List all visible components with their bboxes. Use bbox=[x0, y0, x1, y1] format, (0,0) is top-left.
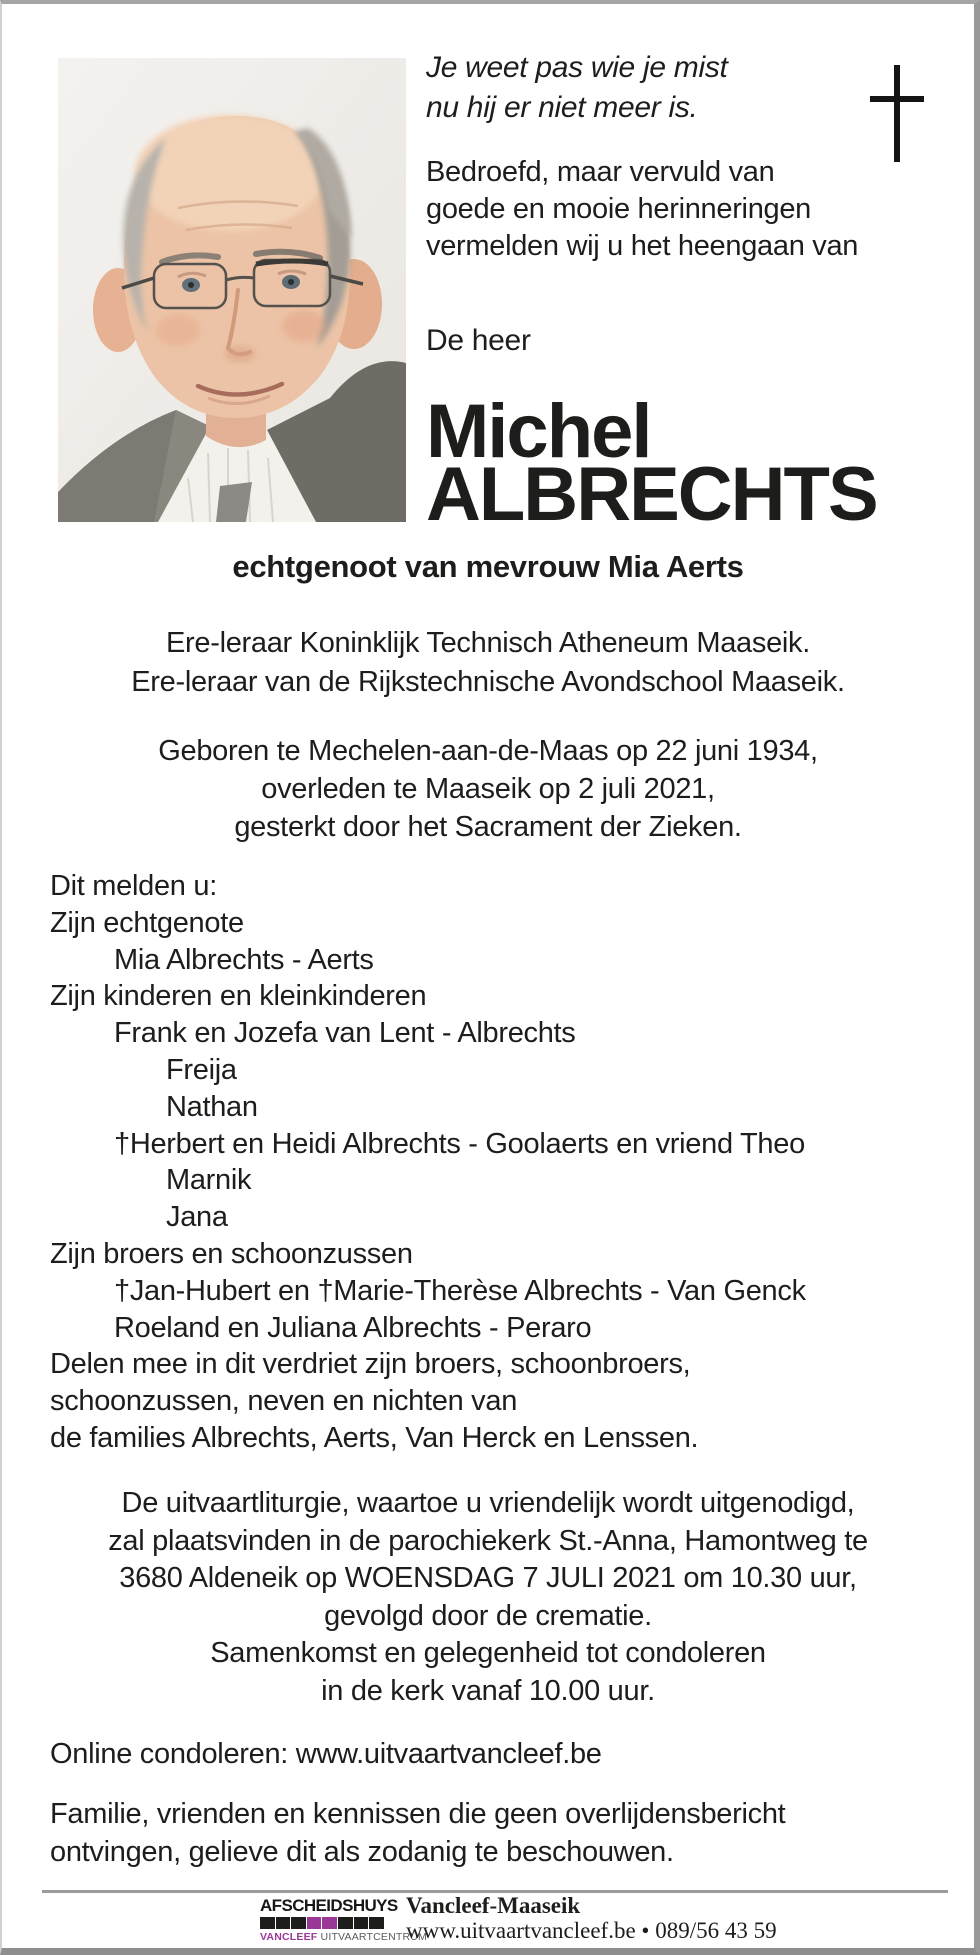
announcement-label: Dit melden u: bbox=[50, 870, 217, 902]
intro-line: Bedroefd, maar vervuld van bbox=[426, 156, 775, 188]
logo-square bbox=[260, 1917, 275, 1929]
logo-square bbox=[354, 1917, 369, 1929]
logo-square bbox=[307, 1917, 322, 1929]
service-details bbox=[2, 1485, 974, 1711]
family-line: Jana bbox=[166, 1201, 228, 1234]
honor-line: Ere-leraar van de Rijkstechnische Avondschool Maaseik. bbox=[131, 666, 845, 698]
memorial-quote bbox=[426, 48, 728, 128]
service-line: 3680 Aldeneik op WOENSDAG 7 JULI 2021 om 10.30 uur, bbox=[119, 1562, 857, 1595]
family-line: †Herbert en Heidi Albrechts - Goolaerts en vriend Theo bbox=[114, 1127, 805, 1160]
honors-block bbox=[2, 624, 974, 702]
logo-brand-name: VANCLEEF bbox=[260, 1931, 318, 1943]
footer-contact bbox=[406, 1893, 777, 1943]
logo-wordmark: AFSCHEIDSHUYS bbox=[260, 1896, 398, 1915]
notice-line: ontvingen, gelieve dit als zodanig te beschouwen. bbox=[50, 1835, 674, 1868]
logo-subtitle-row bbox=[260, 1931, 427, 1943]
portrait-photo bbox=[58, 58, 406, 522]
life-dates-line: Geboren te Mechelen-aan-de-Maas op 22 juni 1934, bbox=[158, 735, 818, 767]
footer-contact-line: www.uitvaartvancleef.be • 089/56 43 59 bbox=[406, 1918, 777, 1943]
family-line: Freija bbox=[166, 1053, 237, 1086]
online-condolence-line: Online condoleren: www.uitvaartvancleef.be bbox=[50, 1738, 602, 1770]
notice-line: Familie, vrienden en kennissen die geen overlijdensbericht bbox=[50, 1798, 786, 1830]
deceased-name bbox=[426, 389, 877, 537]
family-line: Frank en Jozefa van Lent - Albrechts bbox=[114, 1017, 576, 1050]
life-dates-line: gesterkt door het Sacrament der Zieken. bbox=[234, 811, 742, 843]
logo-checker bbox=[260, 1917, 390, 1929]
service-line: De uitvaartliturgie, waartoe u vriendelijk wordt uitgenodigd, bbox=[121, 1487, 855, 1519]
footer-company-name: Vancleef-Maaseik bbox=[406, 1893, 581, 1918]
family-line: Delen mee in dit verdriet zijn broers, schoonbroers, bbox=[50, 1348, 691, 1381]
life-dates-line: overleden te Maaseik op 2 juli 2021, bbox=[261, 773, 715, 805]
intro-text bbox=[426, 154, 858, 265]
service-line: zal plaatsvinden in de parochiekerk St.-Anna, Hamontweg te bbox=[108, 1524, 868, 1557]
family-line: Zijn kinderen en kleinkinderen bbox=[50, 980, 427, 1013]
logo-square bbox=[322, 1917, 337, 1929]
honor-line: Ere-leraar Koninklijk Technisch Atheneum Maaseik. bbox=[165, 627, 811, 659]
family-line: †Jan-Hubert en †Marie-Therèse Albrechts - Van Genck bbox=[114, 1274, 806, 1307]
family-line: Nathan bbox=[166, 1090, 258, 1123]
family-line: Mia Albrechts - Aerts bbox=[114, 943, 374, 976]
family-line: schoonzussen, neven en nichten van bbox=[50, 1385, 518, 1418]
family-line: Marnik bbox=[166, 1164, 252, 1197]
service-line: Samenkomst en gelegenheid tot condoleren bbox=[210, 1637, 766, 1670]
family-announcement bbox=[50, 868, 950, 1457]
quote-line: nu hij er niet meer is. bbox=[426, 91, 698, 124]
logo-square bbox=[291, 1917, 306, 1929]
family-line: Zijn broers en schoonzussen bbox=[50, 1237, 413, 1270]
salutation: De heer bbox=[426, 324, 531, 357]
notice-block bbox=[50, 1796, 785, 1871]
deceased-first-name: Michel bbox=[426, 389, 651, 474]
intro-line: vermelden wij u het heengaan van bbox=[426, 230, 859, 262]
quote-line: Je weet pas wie je mist bbox=[426, 51, 728, 84]
family-line: Roeland en Juliana Albrechts - Peraro bbox=[114, 1311, 592, 1344]
logo-brand-subtitle: UITVAARTCENTRUM bbox=[320, 1931, 427, 1943]
logo-square bbox=[276, 1917, 291, 1929]
service-line: in de kerk vanaf 10.00 uur. bbox=[321, 1674, 655, 1707]
family-line: Zijn echtgenote bbox=[50, 906, 244, 939]
funeral-home-logo bbox=[260, 1896, 427, 1943]
logo-square bbox=[338, 1917, 353, 1929]
relation-line: echtgenoot van mevrouw Mia Aerts bbox=[232, 549, 744, 584]
family-line: de families Albrechts, Aerts, Van Herck en Lenssen. bbox=[50, 1421, 699, 1454]
intro-line: goede en mooie herinneringen bbox=[426, 193, 812, 225]
service-line: gevolgd door de crematie. bbox=[324, 1599, 652, 1632]
life-dates-block bbox=[2, 732, 974, 846]
cross-icon bbox=[870, 65, 924, 162]
logo-square bbox=[369, 1917, 384, 1929]
deceased-last-name: ALBRECHTS bbox=[426, 452, 877, 537]
